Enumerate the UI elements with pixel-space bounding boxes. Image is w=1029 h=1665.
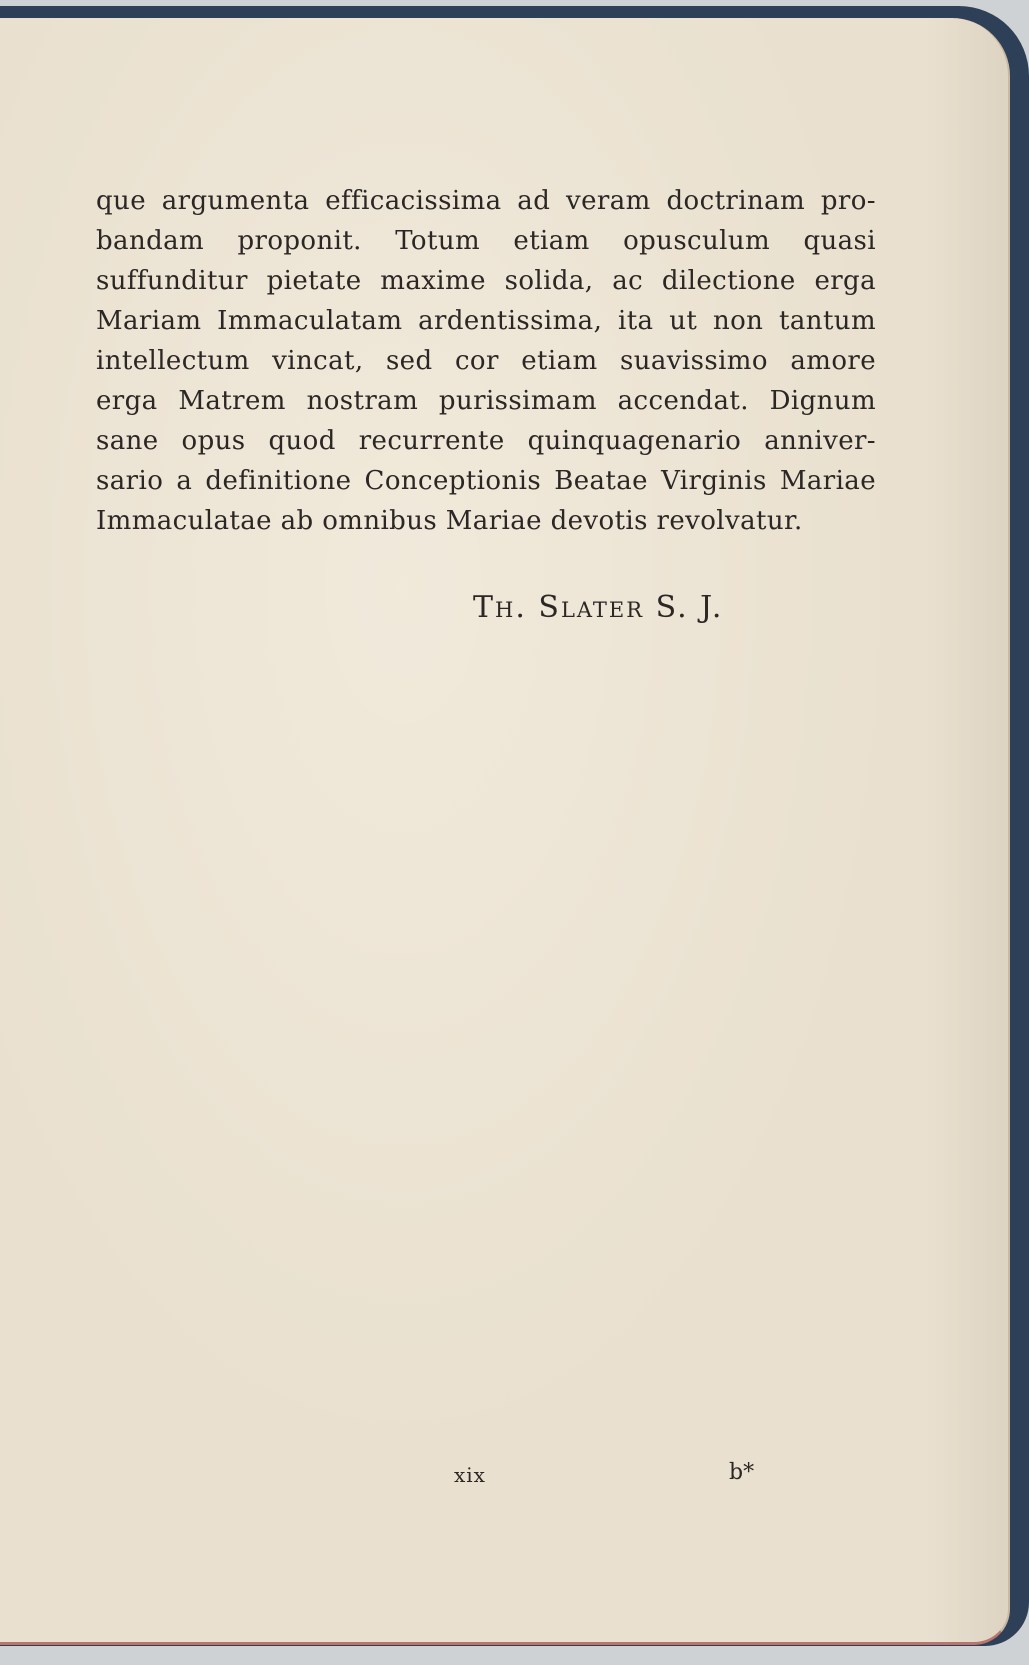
paragraph-line: Immaculatae ab omnibus Mariae devotis revolvatur.: [96, 506, 803, 536]
paragraph-line: que argumenta efficacissima ad veram doctrinam pro-: [96, 186, 876, 216]
paragraph-line: intellectum vincat, sed cor etiam suavissimo amore: [96, 346, 876, 376]
signature-mark: b*: [729, 1460, 755, 1485]
paragraph-line: sario a definitione Conceptionis Beatae Virginis Mariae: [96, 466, 876, 496]
paragraph-line: suffunditur pietate maxime solida, ac dilectione erga: [96, 266, 876, 296]
body-paragraph: [96, 181, 876, 541]
paragraph-line: erga Matrem nostram purissimam accendat. Dignum: [96, 386, 876, 416]
author-signature: Th. Slater S. J.: [473, 590, 724, 625]
page-number: xix: [454, 1463, 486, 1487]
paragraph-line: Mariam Immaculatam ardentissima, ita ut non tantum: [96, 306, 876, 336]
paragraph-line: sane opus quod recurrente quinquagenario anniver-: [96, 426, 876, 456]
paragraph-line: bandam proponit. Totum etiam opusculum quasi: [96, 226, 876, 256]
